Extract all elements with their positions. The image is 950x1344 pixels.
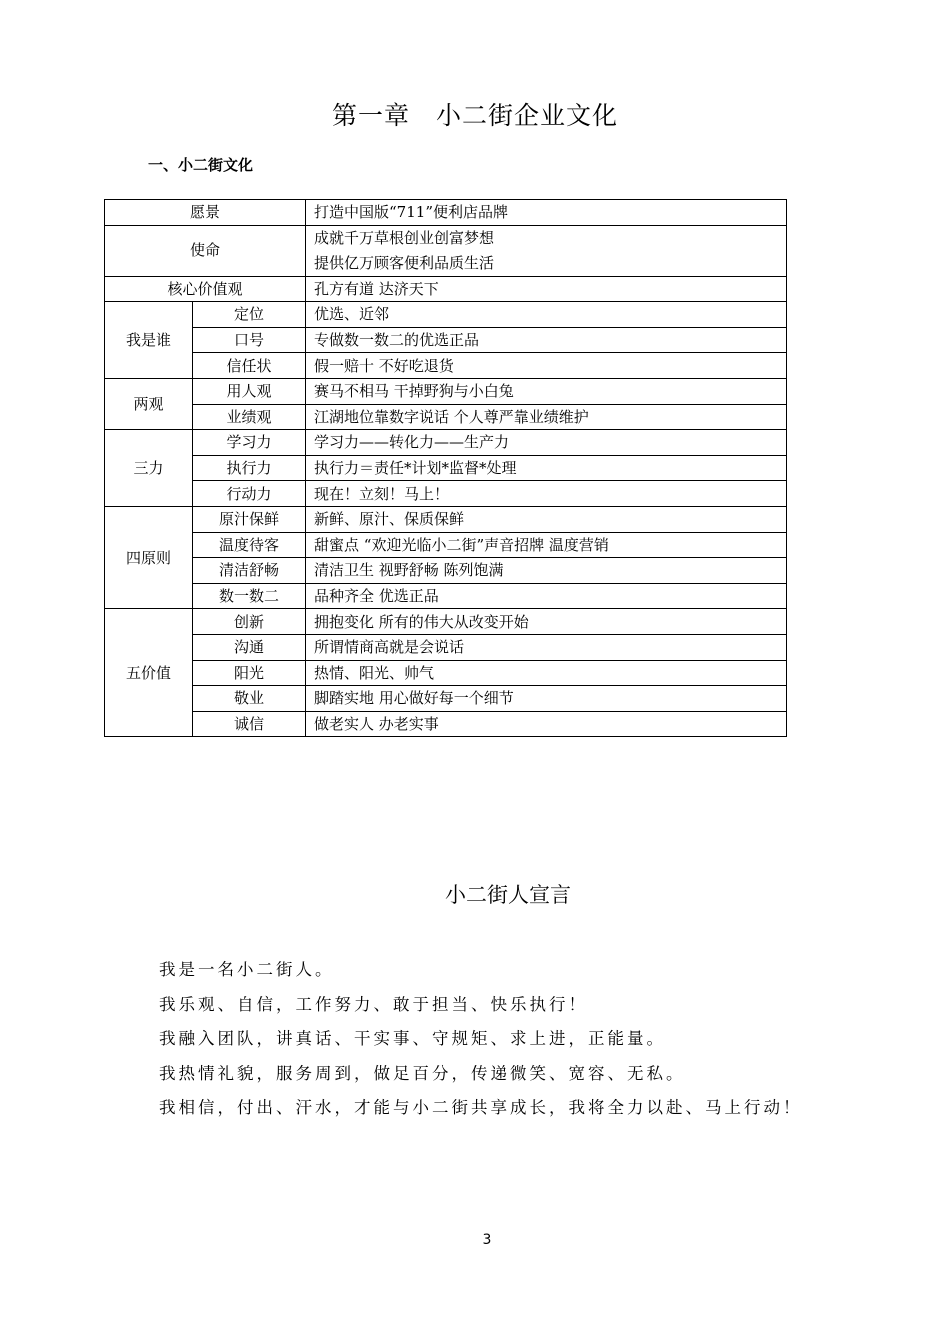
group-item: 创新 xyxy=(193,609,306,635)
group-item: 敬业 xyxy=(193,686,306,712)
declaration-line: 我相信，付出、汗水，才能与小二街共享成长，我将全力以赴、马上行动！ xyxy=(159,1098,803,1117)
group-desc: 清洁卫生 视野舒畅 陈列饱满 xyxy=(306,558,787,584)
table-row xyxy=(105,660,787,686)
group-desc: 现在！立刻！马上！ xyxy=(306,481,787,507)
group-name: 四原则 xyxy=(105,506,193,608)
group-item: 用人观 xyxy=(193,378,306,404)
group-desc: 江湖地位靠数字说话 个人尊严靠业绩维护 xyxy=(306,404,787,430)
group-desc: 学习力——转化力——生产力 xyxy=(306,430,787,456)
table-row xyxy=(105,532,787,558)
declaration-body xyxy=(159,956,803,1129)
group-desc: 优选、近邻 xyxy=(306,302,787,328)
group-item: 信任状 xyxy=(193,353,306,379)
table-row xyxy=(105,225,787,276)
group-desc: 新鲜、原汁、保质保鲜 xyxy=(306,506,787,532)
core-values-value: 孔方有道 达济天下 xyxy=(306,276,787,302)
section-heading: 一、小二街文化 xyxy=(148,156,254,174)
group-item: 行动力 xyxy=(193,481,306,507)
group-name: 两观 xyxy=(105,378,193,429)
chapter-title xyxy=(0,96,950,132)
table-row xyxy=(105,558,787,584)
mission-value xyxy=(306,225,787,276)
group-name: 三力 xyxy=(105,430,193,507)
vision-value: 打造中国版“711”便利店品牌 xyxy=(306,200,787,226)
group-desc: 假一赔十 不好吃退货 xyxy=(306,353,787,379)
group-item: 口号 xyxy=(193,327,306,353)
group-item: 执行力 xyxy=(193,455,306,481)
group-item: 温度待客 xyxy=(193,532,306,558)
vision-label: 愿景 xyxy=(105,200,306,226)
table-row xyxy=(105,481,787,507)
table-row xyxy=(105,378,787,404)
mission-line: 成就千万草根创业创富梦想 xyxy=(314,228,495,247)
group-item: 原汁保鲜 xyxy=(193,506,306,532)
chapter-prefix: 第一章 xyxy=(331,101,410,130)
group-desc: 拥抱变化 所有的伟大从改变开始 xyxy=(306,609,787,635)
declaration-title: 小二街人宣言 xyxy=(445,883,571,907)
declaration-line: 我热情礼貌，服务周到，做足百分，传递微笑、宽容、无私。 xyxy=(159,1063,686,1083)
group-desc: 所谓情商高就是会说话 xyxy=(306,634,787,660)
group-name: 五价值 xyxy=(105,609,193,737)
table-row xyxy=(105,353,787,379)
group-name: 我是谁 xyxy=(105,302,193,379)
declaration-line: 我融入团队，讲真话、干实事、守规矩、求上进，正能量。 xyxy=(159,1029,666,1048)
mission-line: 提供亿万顾客便利品质生活 xyxy=(314,253,495,272)
group-desc: 热情、阳光、帅气 xyxy=(306,660,787,686)
group-item: 清洁舒畅 xyxy=(193,558,306,584)
group-desc: 甜蜜点 “欢迎光临小二街”声音招牌 温度营销 xyxy=(306,532,787,558)
group-desc: 做老实人 办老实事 xyxy=(306,711,787,737)
table-row xyxy=(105,609,787,635)
culture-table xyxy=(104,199,787,737)
group-item: 业绩观 xyxy=(193,404,306,430)
declaration-line: 我乐观、自信，工作努力、敢于担当、快乐执行！ xyxy=(159,994,588,1014)
declaration-line: 我是一名小二街人。 xyxy=(159,960,335,979)
group-item: 学习力 xyxy=(193,430,306,456)
group-item: 诚信 xyxy=(193,711,306,737)
group-desc: 脚踏实地 用心做好每一个细节 xyxy=(306,686,787,712)
chapter-name: 小二街企业文化 xyxy=(436,101,619,130)
table-row xyxy=(105,686,787,712)
table-row xyxy=(105,455,787,481)
group-item: 定位 xyxy=(193,302,306,328)
group-item: 阳光 xyxy=(193,660,306,686)
table-row xyxy=(105,200,787,226)
table-row xyxy=(105,430,787,456)
table-row xyxy=(105,404,787,430)
group-desc: 专做数一数二的优选正品 xyxy=(306,327,787,353)
group-desc: 执行力＝责任*计划*监督*处理 xyxy=(306,455,787,481)
group-item: 数一数二 xyxy=(193,583,306,609)
table-row xyxy=(105,506,787,532)
table-row xyxy=(105,583,787,609)
group-desc: 赛马不相马 干掉野狗与小白兔 xyxy=(306,378,787,404)
group-item: 沟通 xyxy=(193,634,306,660)
table-row xyxy=(105,711,787,737)
core-values-label: 核心价值观 xyxy=(105,276,306,302)
table-row xyxy=(105,634,787,660)
table-row xyxy=(105,276,787,302)
table-row xyxy=(105,302,787,328)
group-desc: 品种齐全 优选正品 xyxy=(306,583,787,609)
table-row xyxy=(105,327,787,353)
mission-label: 使命 xyxy=(105,225,306,276)
page-number: 3 xyxy=(482,1232,492,1248)
